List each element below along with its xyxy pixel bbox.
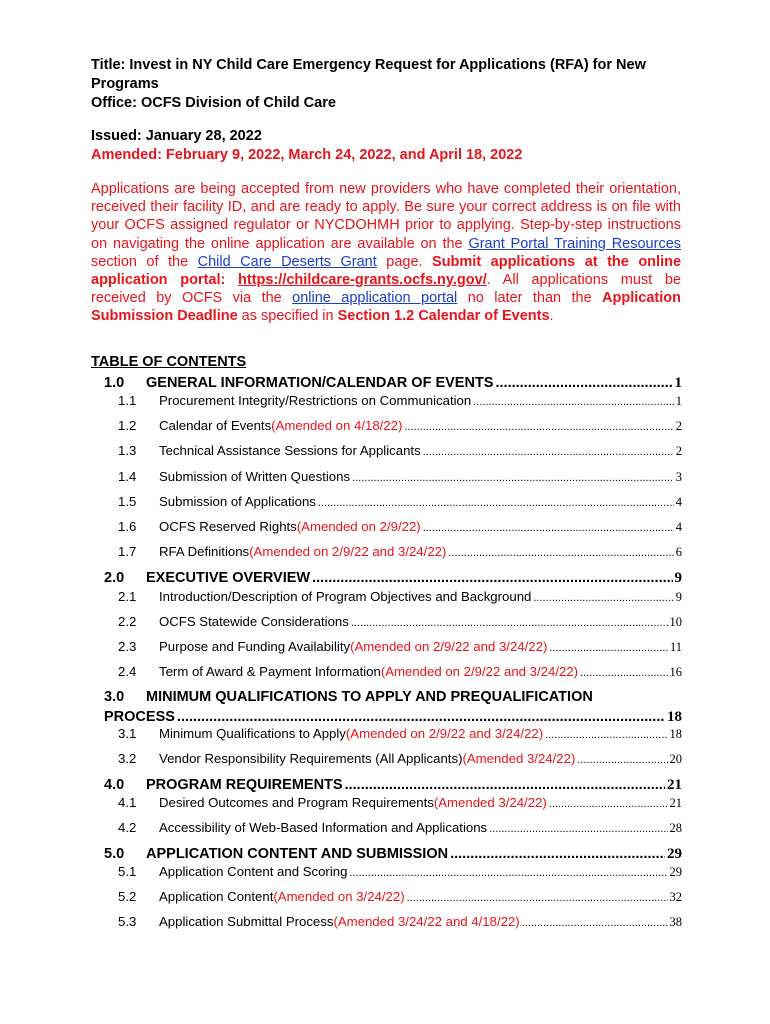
toc-number: 2.1: [118, 589, 137, 604]
toc-page: 16: [669, 665, 682, 679]
toc-leader: [312, 569, 672, 587]
toc-label: Application Content: [159, 889, 274, 904]
toc-title: TABLE OF CONTENTS: [91, 354, 247, 370]
toc-page: 21: [667, 777, 682, 793]
submit-instruction: Submit applications at the online application portal:: [91, 253, 682, 289]
title-line-1: Title: Invest in NY Child Care Emergency Request for Applications (RFA) for New: [91, 57, 646, 73]
dates-block: [91, 127, 691, 165]
toc-section-1[interactable]: [104, 374, 682, 392]
toc-label: Purpose and Funding Availability: [159, 639, 351, 654]
toc-page: 1: [674, 375, 682, 391]
toc-number: 5.2: [118, 889, 137, 904]
toc-leader: [450, 845, 665, 863]
toc-number: 1.4: [118, 469, 137, 484]
toc-entry-3-1[interactable]: [118, 726, 682, 743]
toc-number: 2.0: [104, 570, 125, 586]
toc-entry-5-2[interactable]: [118, 889, 682, 906]
calendar-reference: Section 1.2 Calendar of Events: [337, 308, 550, 325]
toc-label: Technical Assistance Sessions for Applicants: [159, 443, 421, 458]
toc-entry-3-2[interactable]: [118, 751, 682, 768]
toc-leader: [352, 470, 674, 486]
toc-label: OCFS Statewide Considerations: [159, 614, 349, 629]
toc-page: 18: [669, 727, 682, 741]
toc-entry-1-3[interactable]: [118, 443, 682, 460]
toc-entry-1-1[interactable]: [118, 393, 682, 410]
toc-leader: [489, 821, 667, 837]
grant-portal-training-link[interactable]: Grant Portal Training Resources: [468, 235, 682, 252]
toc-number: 1.0: [104, 375, 125, 391]
toc-section-3-line1[interactable]: [104, 689, 593, 705]
toc-page: 28: [669, 821, 682, 835]
toc-page: 6: [675, 545, 682, 559]
toc-number: 2.4: [118, 664, 137, 679]
toc-page: 2: [675, 444, 682, 458]
toc-page: 4: [675, 495, 682, 509]
toc-leader: [177, 708, 665, 726]
intro-text: page.: [376, 253, 433, 270]
toc-leader: [577, 752, 667, 768]
toc-amended-note: (Amended on 4/18/22): [271, 418, 403, 433]
issued-date: Issued: January 28, 2022: [91, 128, 262, 144]
toc-page: 29: [669, 865, 682, 879]
toc-page: 29: [667, 846, 682, 862]
toc-number: 4.1: [118, 795, 137, 810]
toc-entry-2-2[interactable]: [118, 614, 682, 631]
toc-entry-4-1[interactable]: [118, 795, 682, 812]
intro-text: .: [549, 308, 554, 325]
toc-number: 1.7: [118, 544, 137, 559]
toc-number: 1.2: [118, 418, 137, 433]
toc-entry-1-6[interactable]: [118, 519, 682, 536]
toc-label: Vendor Responsibility Requirements (All Applicants): [159, 751, 463, 766]
toc-leader: [580, 665, 667, 681]
toc-amended-note: (Amended 3/24/22): [433, 795, 547, 810]
toc-leader: [549, 640, 668, 656]
toc-leader: [318, 495, 674, 511]
toc-leader: [349, 865, 667, 881]
toc-number: 3.2: [118, 751, 137, 766]
toc-leader: [407, 890, 668, 906]
toc-section-3-line2[interactable]: [104, 708, 682, 726]
toc-label: GENERAL INFORMATION/CALENDAR OF EVENTS: [146, 375, 494, 391]
toc-entry-1-7[interactable]: [118, 544, 682, 561]
toc-page: 4: [675, 520, 682, 534]
document-title: [91, 56, 691, 113]
toc-entry-2-3[interactable]: [118, 639, 682, 656]
toc-leader: [473, 394, 674, 410]
toc-amended-note: (Amended 3/24/22): [462, 751, 576, 766]
toc-label: OCFS Reserved Rights: [159, 519, 297, 534]
intro-text: no later than the: [457, 290, 603, 307]
toc-label: PROCESS: [104, 709, 175, 725]
toc-page: 10: [669, 615, 682, 629]
toc-leader: [448, 545, 673, 561]
toc-number: 1.5: [118, 494, 137, 509]
toc-page: 11: [669, 640, 682, 654]
toc-page: 2: [675, 419, 682, 433]
toc-label: PROGRAM REQUIREMENTS: [146, 777, 343, 793]
toc-amended-note: (Amended on 2/9/22 and 3/24/22): [345, 726, 544, 741]
toc-amended-note: (Amended 3/24/22 and 4/18/22): [333, 914, 520, 929]
toc-number: 1.1: [118, 393, 137, 408]
toc-entry-1-4[interactable]: [118, 469, 682, 486]
toc-label: MINIMUM QUALIFICATIONS TO APPLY AND PREQUALIFICATION: [146, 689, 593, 705]
toc-entry-1-5[interactable]: [118, 494, 682, 511]
toc-section-4[interactable]: [104, 776, 682, 794]
online-application-portal-link[interactable]: online application portal: [292, 290, 458, 307]
toc-amended-note: (Amended on 3/24/22): [273, 889, 405, 904]
toc-amended-note: (Amended on 2/9/22): [296, 519, 421, 534]
toc-page: 38: [669, 915, 682, 929]
application-portal-url-link[interactable]: https://childcare-grants.ocfs.ny.gov/: [238, 272, 487, 289]
toc-amended-note: (Amended on 2/9/22 and 3/24/22): [380, 664, 579, 679]
toc-label: Minimum Qualifications to Apply: [159, 726, 346, 741]
title-line-2: Programs: [91, 76, 159, 92]
toc-leader: [533, 590, 673, 606]
toc-number: 5.0: [104, 846, 125, 862]
toc-leader: [495, 374, 672, 392]
amended-dates: Amended: February 9, 2022, March 24, 2022, and April 18, 2022: [91, 147, 523, 163]
toc-section-2[interactable]: [104, 569, 682, 587]
toc-page: 1: [675, 394, 682, 408]
toc-label: Submission of Applications: [159, 494, 316, 509]
deadline-label: Application Submission Deadline: [91, 290, 681, 325]
toc-page: 9: [675, 590, 682, 604]
toc-page: 20: [669, 752, 682, 766]
toc-entry-5-3[interactable]: [118, 914, 682, 931]
toc-leader: [522, 915, 668, 931]
toc-number: 4.0: [104, 777, 125, 793]
toc-section-5[interactable]: [104, 845, 682, 863]
toc-page: 9: [674, 570, 682, 586]
toc-number: 3.1: [118, 726, 137, 741]
toc-entry-1-2[interactable]: [118, 418, 682, 435]
toc-label: Accessibility of Web-Based Information and Applications: [159, 820, 488, 835]
toc-label: Application Content and Scoring: [159, 864, 348, 879]
toc-number: 2.3: [118, 639, 137, 654]
toc-leader: [545, 727, 667, 743]
toc-leader: [351, 615, 668, 631]
intro-text: section of the: [91, 253, 198, 270]
toc-label: APPLICATION CONTENT AND SUBMISSION: [146, 846, 449, 862]
toc-number: 1.3: [118, 443, 137, 458]
toc-label: EXECUTIVE OVERVIEW: [146, 570, 311, 586]
toc-number: 5.1: [118, 864, 137, 879]
toc-label: Application Submittal Process: [159, 914, 334, 929]
toc-entry-4-2[interactable]: [118, 820, 682, 837]
toc-amended-note: (Amended on 2/9/22 and 3/24/22): [249, 544, 447, 559]
toc-leader: [345, 776, 665, 794]
toc-leader: [423, 520, 674, 536]
intro-paragraph: [91, 180, 681, 326]
toc-number: 2.2: [118, 614, 137, 629]
toc-label: Calendar of Events: [159, 418, 272, 433]
toc-entry-5-1[interactable]: [118, 864, 682, 881]
toc-number: 5.3: [118, 914, 137, 929]
toc-label: Procurement Integrity/Restrictions on Communication: [159, 393, 472, 408]
child-care-deserts-grant-link[interactable]: Child Care Deserts Grant: [197, 253, 377, 270]
toc-leader: [549, 796, 668, 812]
toc-page: 18: [667, 709, 682, 725]
intro-text: as specified in: [237, 308, 338, 325]
toc-label: Introduction/Description of Program Objectives and Background: [159, 589, 532, 604]
toc-label: Term of Award & Payment Information: [159, 664, 381, 679]
toc-page: 3: [675, 470, 682, 484]
toc-page: 21: [669, 796, 682, 810]
intro-text: Applications are being accepted from new providers who have completed their orientation, received their facility ID, and are ready to apply. Be sure your correct address is on file with your OCFS assigned regulator or NYCDOHMH prior to applying. Step-by-step instructions on navigating the online application are available on the: [91, 181, 681, 252]
toc-amended-note: (Amended on 2/9/22 and 3/24/22): [350, 639, 548, 654]
office-line: Office: OCFS Division of Child Care: [91, 95, 336, 111]
toc-label: Desired Outcomes and Program Requirements: [159, 795, 434, 810]
toc-leader: [404, 419, 673, 435]
toc-entry-2-4[interactable]: [118, 664, 682, 681]
toc-label: RFA Definitions: [159, 544, 250, 559]
toc-entry-2-1[interactable]: [118, 589, 682, 606]
intro-text: . All applications must be received by OCFS via the: [91, 272, 682, 307]
toc-leader: [423, 444, 674, 460]
toc-page: 32: [669, 890, 682, 904]
toc-label: Submission of Written Questions: [159, 469, 351, 484]
toc-number: 1.6: [118, 519, 137, 534]
toc-number: 4.2: [118, 820, 137, 835]
toc-number: 3.0: [104, 689, 125, 705]
